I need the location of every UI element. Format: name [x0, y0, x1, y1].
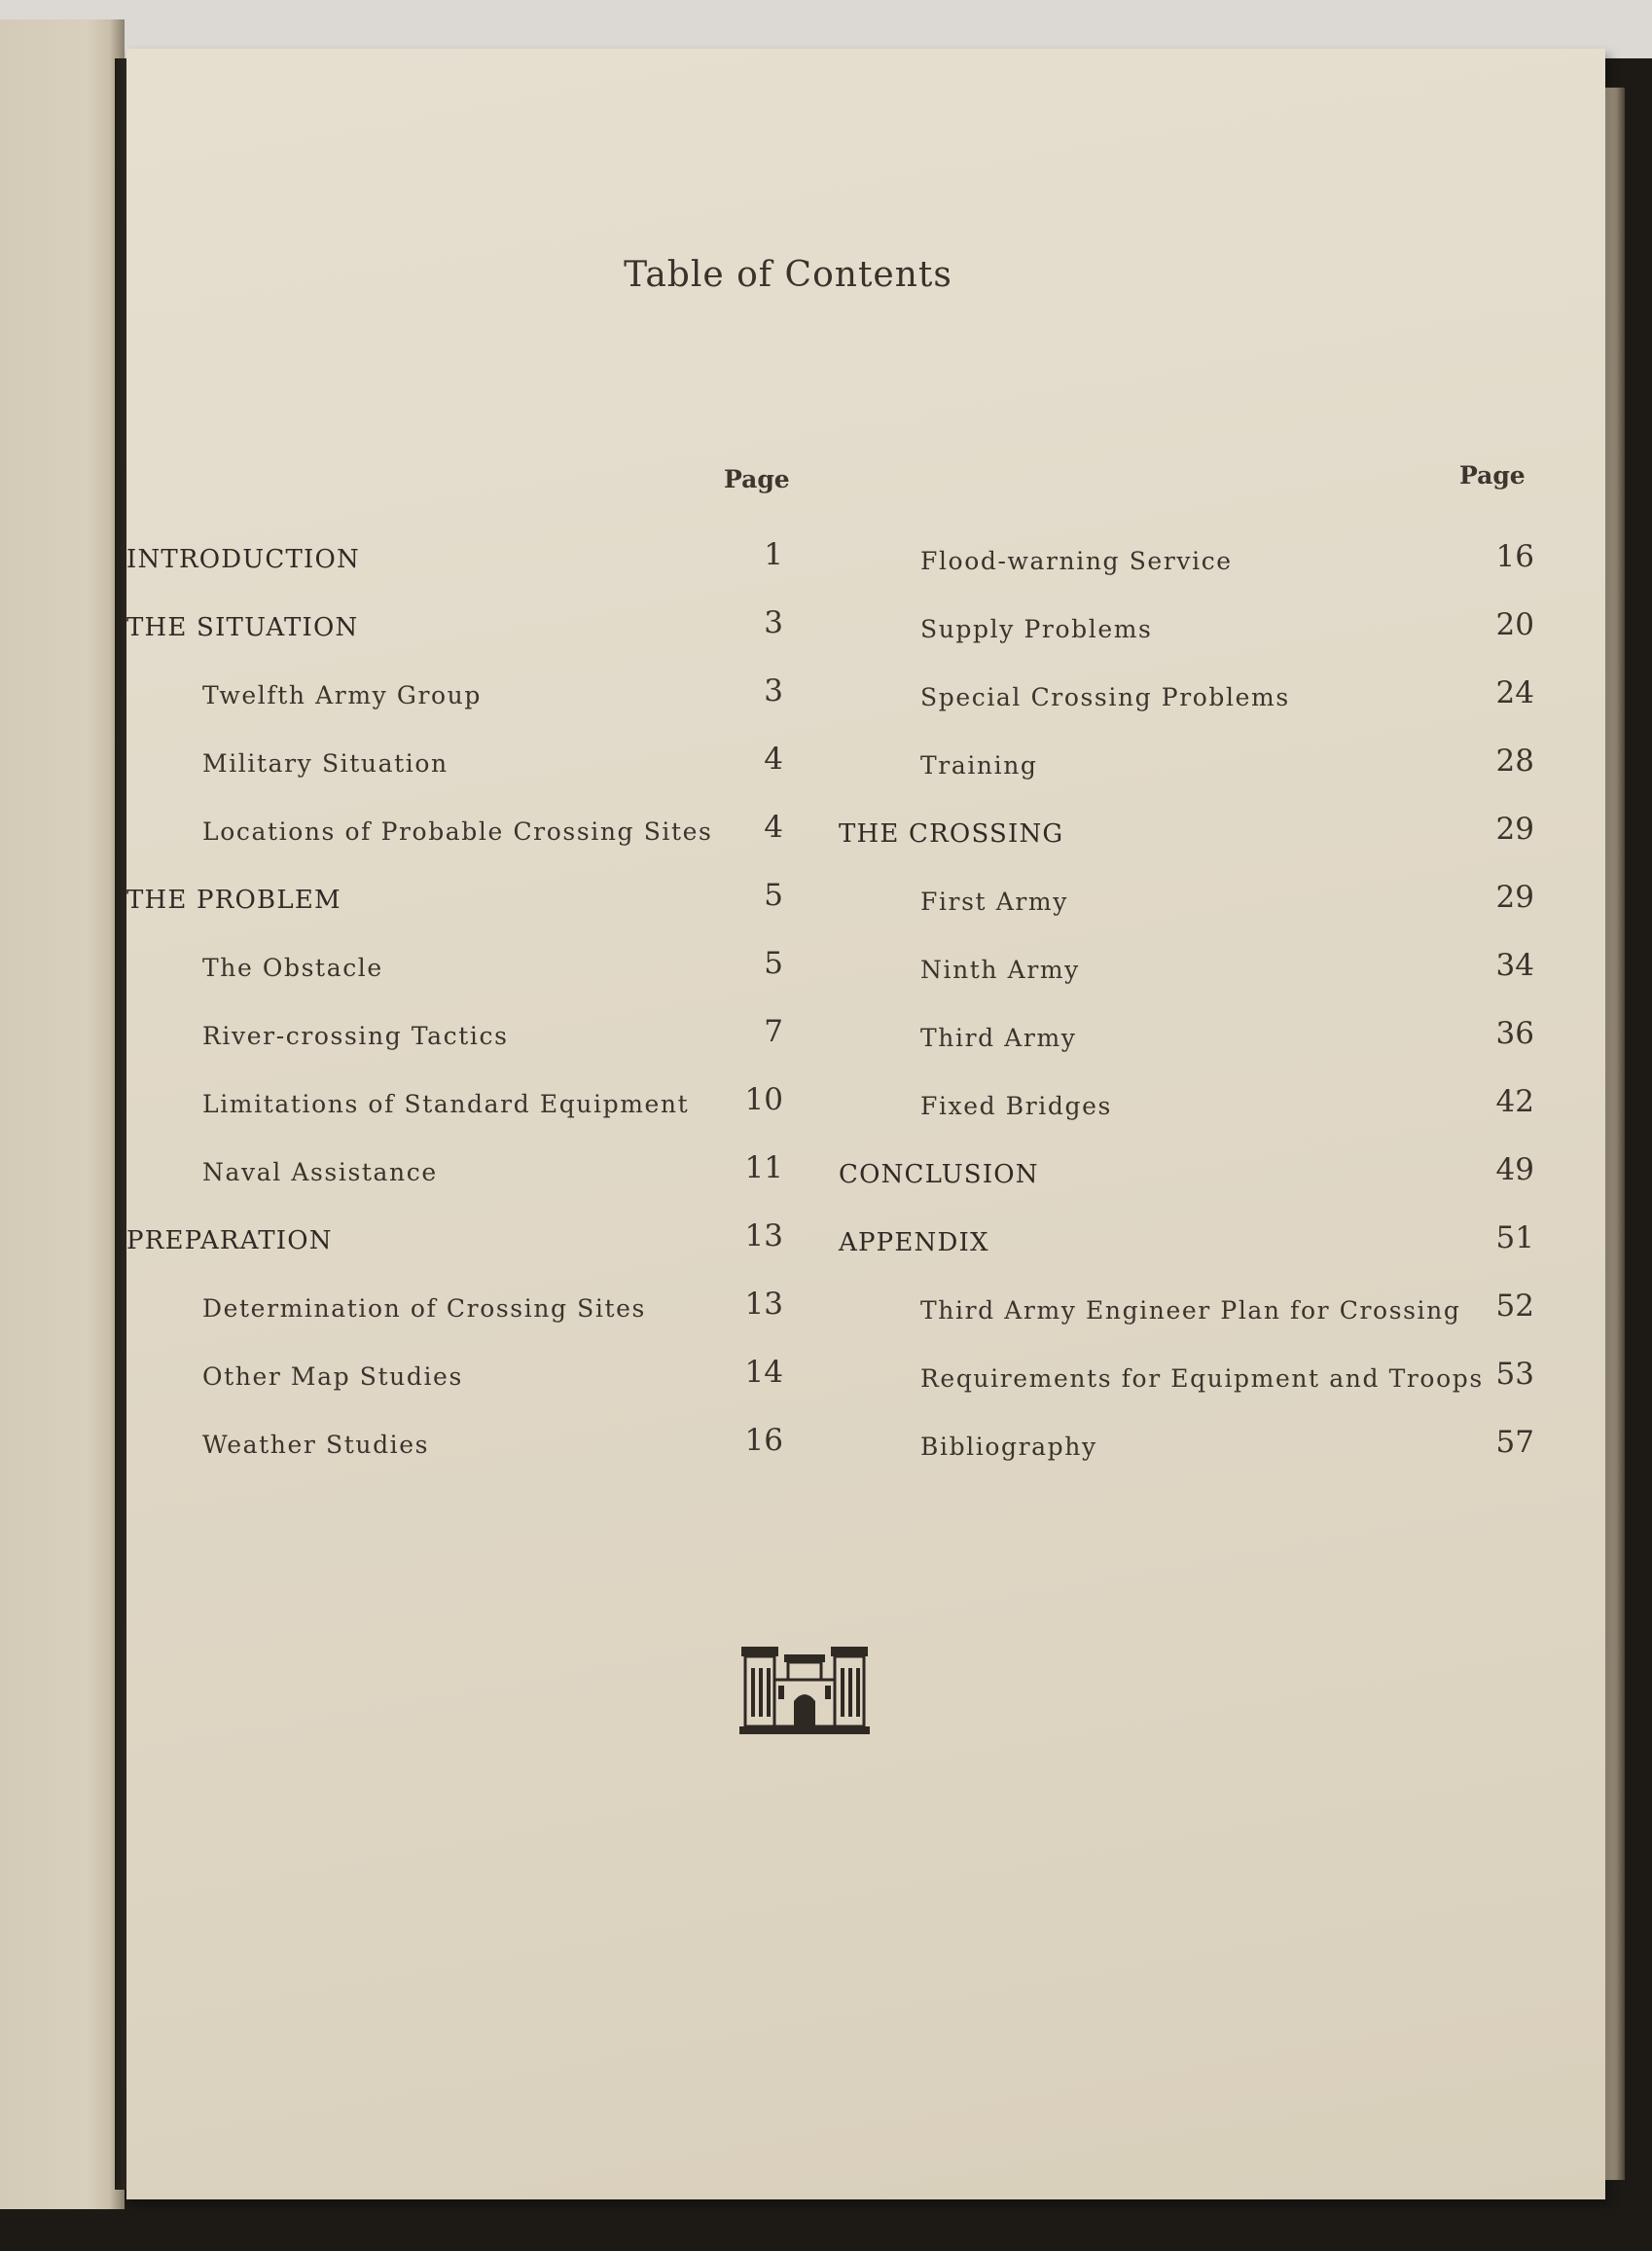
- toc-entry-page: 4: [764, 810, 783, 845]
- toc-entry: [0, 603, 1652, 652]
- toc-entry-page: 4: [764, 742, 783, 777]
- toc-entry: [0, 672, 1652, 720]
- toc-entry-page: 34: [1495, 948, 1534, 983]
- toc-entry-page: 57: [1495, 1425, 1534, 1460]
- toc-entry: [0, 1148, 1652, 1197]
- toc-entry-page: 52: [1495, 1289, 1534, 1324]
- toc-entry-title: Fixed Bridges: [920, 1092, 1112, 1120]
- toc-entry-title: Twelfth Army Group: [202, 681, 482, 709]
- toc-entry-title: Third Army Engineer Plan for Crossing: [920, 1296, 1461, 1325]
- toc-entry-title: APPENDIX: [839, 1228, 989, 1257]
- toc-entry-page: 16: [1495, 539, 1534, 574]
- toc-entry-title: River-crossing Tactics: [202, 1022, 509, 1050]
- toc-entry: [0, 740, 1652, 788]
- toc-entry-title: THE CROSSING: [839, 819, 1064, 849]
- toc-entry-page: 49: [1495, 1152, 1534, 1187]
- toc-entry-title: Requirements for Equipment and Troops: [920, 1364, 1484, 1393]
- toc-entry-title: Ninth Army: [920, 956, 1080, 984]
- toc-entry-page: 13: [744, 1218, 783, 1253]
- toc-entry-title: Limitations of Standard Equipment: [202, 1090, 690, 1118]
- toc-entry-title: Determination of Crossing Sites: [202, 1294, 646, 1323]
- toc-entry-title: Special Crossing Problems: [920, 683, 1290, 711]
- toc-entry-title: Military Situation: [202, 749, 449, 778]
- toc-entry: [0, 1080, 1652, 1129]
- toc-entry-title: Supply Problems: [920, 615, 1153, 643]
- page-column-header-left: Page: [724, 465, 790, 493]
- toc-entry: [0, 1216, 1652, 1265]
- toc-entry-page: 29: [1495, 880, 1534, 915]
- toc-entry-title: Naval Assistance: [202, 1158, 438, 1186]
- toc-entry-title: Weather Studies: [202, 1431, 430, 1459]
- toc-entry-title: THE PROBLEM: [126, 886, 341, 915]
- toc-entry-title: Training: [920, 751, 1038, 780]
- toc-entry-page: 53: [1495, 1357, 1534, 1392]
- toc-entry: [0, 1012, 1652, 1061]
- toc-entry-title: Flood-warning Service: [920, 547, 1233, 575]
- toc-entry-page: 29: [1495, 812, 1534, 847]
- toc-entry-page: 1: [764, 537, 783, 572]
- toc-entry-page: 10: [744, 1082, 783, 1117]
- toc-entry-page: 13: [744, 1287, 783, 1322]
- toc-entry-page: 51: [1495, 1220, 1534, 1255]
- toc-entry-page: 24: [1495, 675, 1534, 710]
- toc-entry: [0, 535, 1652, 584]
- toc-entry: [0, 876, 1652, 925]
- toc-entry: [0, 1285, 1652, 1333]
- toc-entry: [0, 1421, 1652, 1470]
- toc-entry-title: CONCLUSION: [839, 1160, 1039, 1189]
- toc-entry-page: 16: [744, 1423, 783, 1458]
- toc-entry-page: 3: [764, 605, 783, 640]
- toc-entry-page: 14: [744, 1355, 783, 1390]
- toc-entry: [0, 808, 1652, 856]
- toc-entry-page: 20: [1495, 607, 1534, 642]
- toc-entry-title: Locations of Probable Crossing Sites: [202, 817, 713, 846]
- toc-entry-page: 11: [744, 1150, 783, 1185]
- toc-entry-page: 28: [1495, 744, 1534, 779]
- toc-entry-page: 7: [764, 1014, 783, 1049]
- toc-entry-title: Bibliography: [920, 1433, 1097, 1461]
- toc-entry-title: THE SITUATION: [126, 613, 359, 642]
- toc-entry-title: The Obstacle: [202, 954, 383, 982]
- toc-entry: [0, 1353, 1652, 1401]
- toc-entry-page: 5: [764, 946, 783, 981]
- engineer-castle-icon: [737, 1643, 872, 1738]
- toc-entry-title: PREPARATION: [126, 1226, 333, 1255]
- toc-entry: [0, 944, 1652, 993]
- page-title: Table of Contents: [624, 255, 952, 295]
- toc-entry-page: 36: [1495, 1016, 1534, 1051]
- toc-entry-title: Third Army: [920, 1024, 1077, 1052]
- toc-entry-page: 42: [1495, 1084, 1534, 1119]
- page-column-header-right: Page: [1459, 461, 1526, 490]
- toc-entry-title: First Army: [920, 888, 1068, 916]
- toc-entry-title: INTRODUCTION: [126, 545, 360, 574]
- toc-entry-page: 3: [764, 673, 783, 708]
- toc-entry-page: 5: [764, 878, 783, 913]
- page-edge: [1603, 88, 1625, 2180]
- toc-entry-title: Other Map Studies: [202, 1362, 463, 1391]
